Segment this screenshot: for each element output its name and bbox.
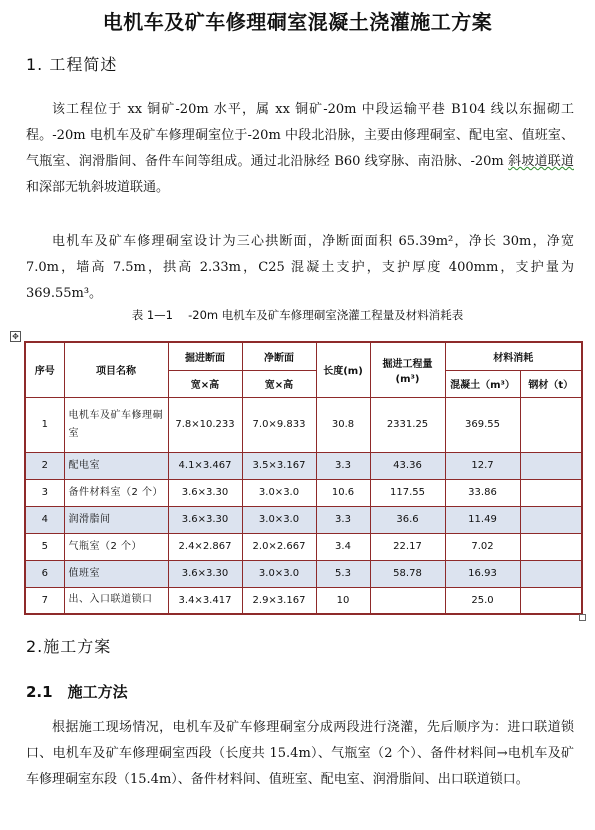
cell-no: 5 xyxy=(25,533,64,560)
cell-steel xyxy=(520,452,582,479)
table-move-handle-icon[interactable]: ✥ xyxy=(10,331,21,342)
cell-no: 1 xyxy=(25,397,64,452)
cell-no: 6 xyxy=(25,560,64,587)
cell-concrete: 25.0 xyxy=(445,587,520,614)
table-row xyxy=(25,587,582,614)
cell-length: 30.8 xyxy=(316,397,370,452)
document-title: 电机车及矿车修理硐室混凝土浇灌施工方案 xyxy=(102,10,493,34)
cell-volume: 43.36 xyxy=(370,452,445,479)
paragraph-dimensions: 电机车及矿车修理硐室设计为三心拱断面，净断面面积 65.39m²，净长 30m，净宽 7.0m，墙高 7.5m，拱高 2.33m，C25 混凝土支护，支护厚度 400mm，支护量为 369.55m³。 xyxy=(26,234,574,301)
cell-volume: 2331.25 xyxy=(370,397,445,452)
cell-excavation: 3.6×3.30 xyxy=(168,479,242,506)
cell-name: 气瓶室（2 个） xyxy=(64,533,168,560)
header-net-wh: 宽×高 xyxy=(242,370,316,397)
cell-name: 电机车及矿车修理硐室 xyxy=(64,397,168,452)
cell-no: 3 xyxy=(25,479,64,506)
cell-volume: 22.17 xyxy=(370,533,445,560)
subsection-heading-2-1: 2.1 施工方法 xyxy=(26,683,128,701)
cell-volume: 36.6 xyxy=(370,506,445,533)
cell-volume xyxy=(370,587,445,614)
cell-excavation: 3.4×3.417 xyxy=(168,587,242,614)
grammar-underlined-text: 斜坡道联道 xyxy=(508,154,574,169)
cell-excavation: 3.6×3.30 xyxy=(168,560,242,587)
header-concrete: 混凝土（m³） xyxy=(445,370,520,397)
cell-length: 3.3 xyxy=(316,506,370,533)
cell-steel xyxy=(520,506,582,533)
cell-steel xyxy=(520,587,582,614)
cell-net: 3.0×3.0 xyxy=(242,479,316,506)
header-excavation-wh: 宽×高 xyxy=(168,370,242,397)
table-resize-handle[interactable] xyxy=(579,614,586,621)
header-name: 项目名称 xyxy=(64,342,168,397)
cell-name: 配电室 xyxy=(64,452,168,479)
paragraph-overview-text: 该工程位于 xx 铜矿-20m 水平，属 xx 铜矿-20m 中段运输平巷 B104 线以东掘砌工程。-20m 电机车及矿车修理硐室位于-20m 中段北沿脉，主要由修理硐室、配电室、值班室、气瓶室、润滑脂间、备件车间等组成。通过北沿脉经 B60 线穿脉、南沿脉、-20m xyxy=(26,102,574,169)
cell-concrete: 16.93 xyxy=(445,560,520,587)
cell-steel xyxy=(520,397,582,452)
table-row xyxy=(25,397,582,452)
cell-excavation: 2.4×2.867 xyxy=(168,533,242,560)
cell-name: 备件材料室（2 个） xyxy=(64,479,168,506)
cell-concrete: 33.86 xyxy=(445,479,520,506)
cell-no: 7 xyxy=(25,587,64,614)
header-materials: 材料消耗 xyxy=(445,342,582,370)
header-length: 长度(m) xyxy=(316,342,370,397)
cell-net: 3.5×3.167 xyxy=(242,452,316,479)
cell-length: 10.6 xyxy=(316,479,370,506)
cell-concrete: 7.02 xyxy=(445,533,520,560)
table-row xyxy=(25,533,582,560)
table-row xyxy=(25,479,582,506)
cell-length: 3.3 xyxy=(316,452,370,479)
paragraph-overview-text-end: 和深部无轨斜坡道联通。 xyxy=(26,180,170,195)
cell-name: 出、入口联道锁口 xyxy=(64,587,168,614)
cell-steel xyxy=(520,533,582,560)
cell-volume: 58.78 xyxy=(370,560,445,587)
cell-net: 2.0×2.667 xyxy=(242,533,316,560)
cell-name: 润滑脂间 xyxy=(64,506,168,533)
header-volume xyxy=(370,342,445,397)
table-row xyxy=(25,560,582,587)
cell-concrete: 11.49 xyxy=(445,506,520,533)
cell-concrete: 369.55 xyxy=(445,397,520,452)
table-header-row xyxy=(25,342,582,370)
header-net-section: 净断面 xyxy=(242,342,316,370)
cell-excavation: 7.8×10.233 xyxy=(168,397,242,452)
section-heading-1: 1. 工程简述 xyxy=(26,55,118,74)
cell-net: 7.0×9.833 xyxy=(242,397,316,452)
cell-no: 4 xyxy=(25,506,64,533)
table-row xyxy=(25,452,582,479)
cell-name: 值班室 xyxy=(64,560,168,587)
header-volume-label: 掘进工程量 xyxy=(382,358,433,370)
cell-length: 5.3 xyxy=(316,560,370,587)
paragraph-method: 根据施工现场情况，电机车及矿车修理硐室分成两段进行浇灌，先后顺序为：进口联道锁口、电机车及矿车修理硐室西段（长度共 15.4m）、气瓶室（2 个）、备件材料间→电机车及矿车修理硐室东段（15.4m）、备件材料间、值班室、配电室、润滑脂间、出口联道锁口。 xyxy=(26,720,574,787)
cell-net: 3.0×3.0 xyxy=(242,506,316,533)
cell-no: 2 xyxy=(25,452,64,479)
cell-excavation: 4.1×3.467 xyxy=(168,452,242,479)
section-heading-2: 2.施工方案 xyxy=(26,637,112,656)
header-volume-unit: (m³) xyxy=(395,373,420,385)
paragraph-overview xyxy=(26,97,574,201)
table-row xyxy=(25,506,582,533)
cell-excavation: 3.6×3.30 xyxy=(168,506,242,533)
cell-net: 3.0×3.0 xyxy=(242,560,316,587)
cell-steel xyxy=(520,479,582,506)
cell-length: 10 xyxy=(316,587,370,614)
cell-length: 3.4 xyxy=(316,533,370,560)
header-steel: 钢材（t） xyxy=(520,370,582,397)
cell-volume: 117.55 xyxy=(370,479,445,506)
cell-net: 2.9×3.167 xyxy=(242,587,316,614)
quantities-table xyxy=(24,341,583,615)
header-no: 序号 xyxy=(25,342,64,397)
table-caption: 表 1—1 -20m 电机车及矿车修理硐室浇灌工程量及材料消耗表 xyxy=(131,308,464,322)
cell-concrete: 12.7 xyxy=(445,452,520,479)
cell-steel xyxy=(520,560,582,587)
header-excavation-section: 掘进断面 xyxy=(168,342,242,370)
